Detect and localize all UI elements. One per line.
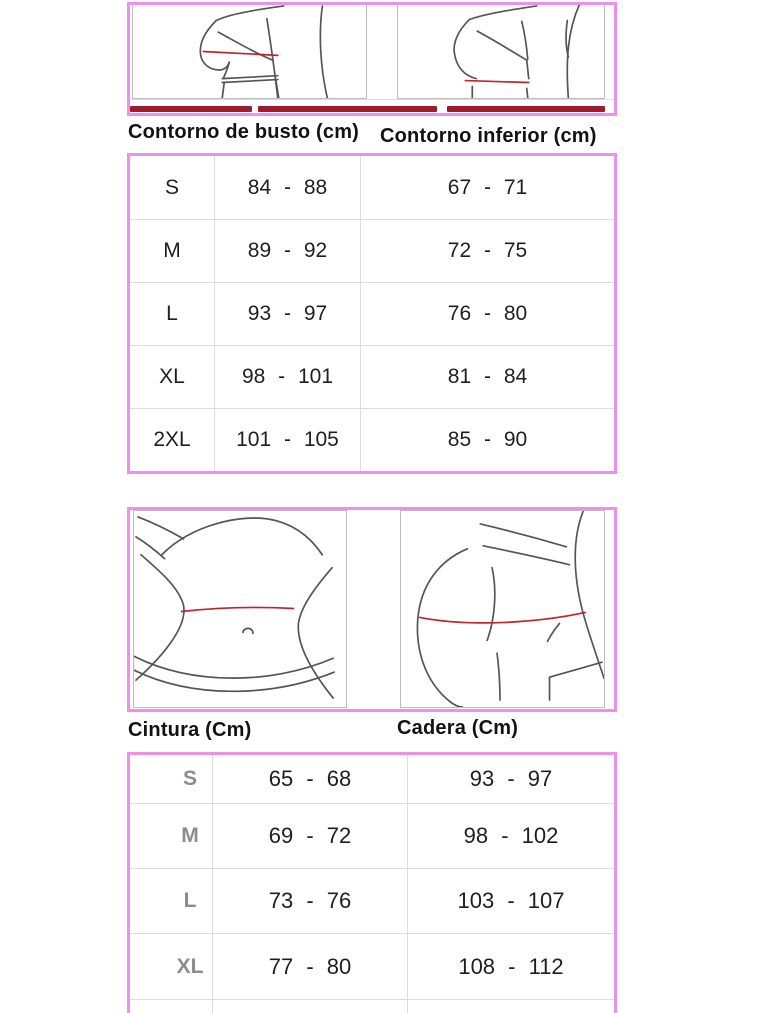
bust-range-cell: 89 - 92	[215, 220, 361, 282]
clipped-row	[130, 999, 614, 1013]
size-cell: M	[130, 804, 213, 868]
waist-figure-icon	[134, 511, 346, 707]
size-row	[130, 933, 614, 999]
red-bar	[447, 106, 605, 112]
underbust-range-cell: 76 - 80	[447, 302, 528, 325]
underbust-range-cell: 67 - 71	[447, 175, 528, 199]
size-cell: L	[130, 869, 213, 933]
size-row	[130, 755, 614, 803]
underbust-column-label: Contorno inferior (cm)	[380, 125, 597, 147]
size-cell: S	[130, 755, 213, 803]
waist-range-cell: 65 - 68	[213, 755, 408, 803]
waist-range-cell: 77 - 80	[213, 934, 408, 999]
waist-range-cell: 69 - 72	[213, 804, 408, 868]
size-cell: S	[130, 156, 215, 219]
hip-figure-icon	[401, 511, 604, 707]
bust-illustrations-panel	[127, 2, 617, 116]
bust-range-cell: 101 - 105	[215, 409, 361, 471]
bust-figure-icon	[133, 5, 366, 98]
hip-range-cell: 108 - 112	[458, 953, 564, 979]
hip-range-cell: 98 - 102	[463, 823, 559, 848]
red-divider-bars	[130, 106, 605, 112]
size-row	[130, 345, 614, 408]
size-row	[130, 803, 614, 868]
bust-size-table	[127, 153, 617, 474]
bust-range-cell: 98 - 101	[215, 346, 361, 408]
size-row	[130, 219, 614, 282]
bust-column-label: Contorno de busto (cm)	[128, 121, 360, 143]
size-cell: M	[130, 220, 215, 282]
waist-measure-illustration	[133, 510, 347, 708]
waist-hip-size-table	[127, 752, 617, 1013]
waist-hip-illustrations-panel	[127, 507, 617, 712]
waist-range-cell: 73 - 76	[213, 869, 408, 933]
red-bar	[258, 106, 437, 112]
size-cell: XL	[130, 934, 213, 999]
waist-hip-table-headers	[127, 719, 617, 745]
bust-table-headers	[127, 121, 617, 147]
underbust-measure-illustration	[397, 5, 605, 99]
size-row	[130, 408, 614, 471]
size-cell: L	[130, 283, 215, 345]
red-bar	[130, 106, 252, 112]
size-chart-content	[127, 0, 617, 1013]
underbust-range-cell: 85 - 90	[447, 428, 528, 451]
panel-baseline	[130, 99, 614, 100]
hip-measure-illustration	[400, 510, 605, 708]
waist-column-label: Cintura (Cm)	[128, 719, 252, 741]
bust-range-cell: 93 - 97	[215, 283, 361, 345]
underbust-range-cell: 81 - 84	[447, 365, 528, 388]
size-cell: 2XL	[130, 409, 215, 471]
bust-range-cell: 84 - 88	[215, 156, 361, 219]
hip-range-cell: 103 - 107	[457, 888, 565, 913]
hip-column-label: Cadera (Cm)	[397, 717, 519, 739]
size-row	[130, 282, 614, 345]
size-row	[130, 868, 614, 933]
hip-range-cell: 93 - 97	[469, 766, 553, 791]
bust-measure-illustration	[132, 5, 367, 99]
size-cell: XL	[130, 346, 215, 408]
underbust-figure-icon	[398, 5, 604, 98]
size-row	[130, 156, 614, 219]
underbust-range-cell: 72 - 75	[447, 239, 528, 262]
